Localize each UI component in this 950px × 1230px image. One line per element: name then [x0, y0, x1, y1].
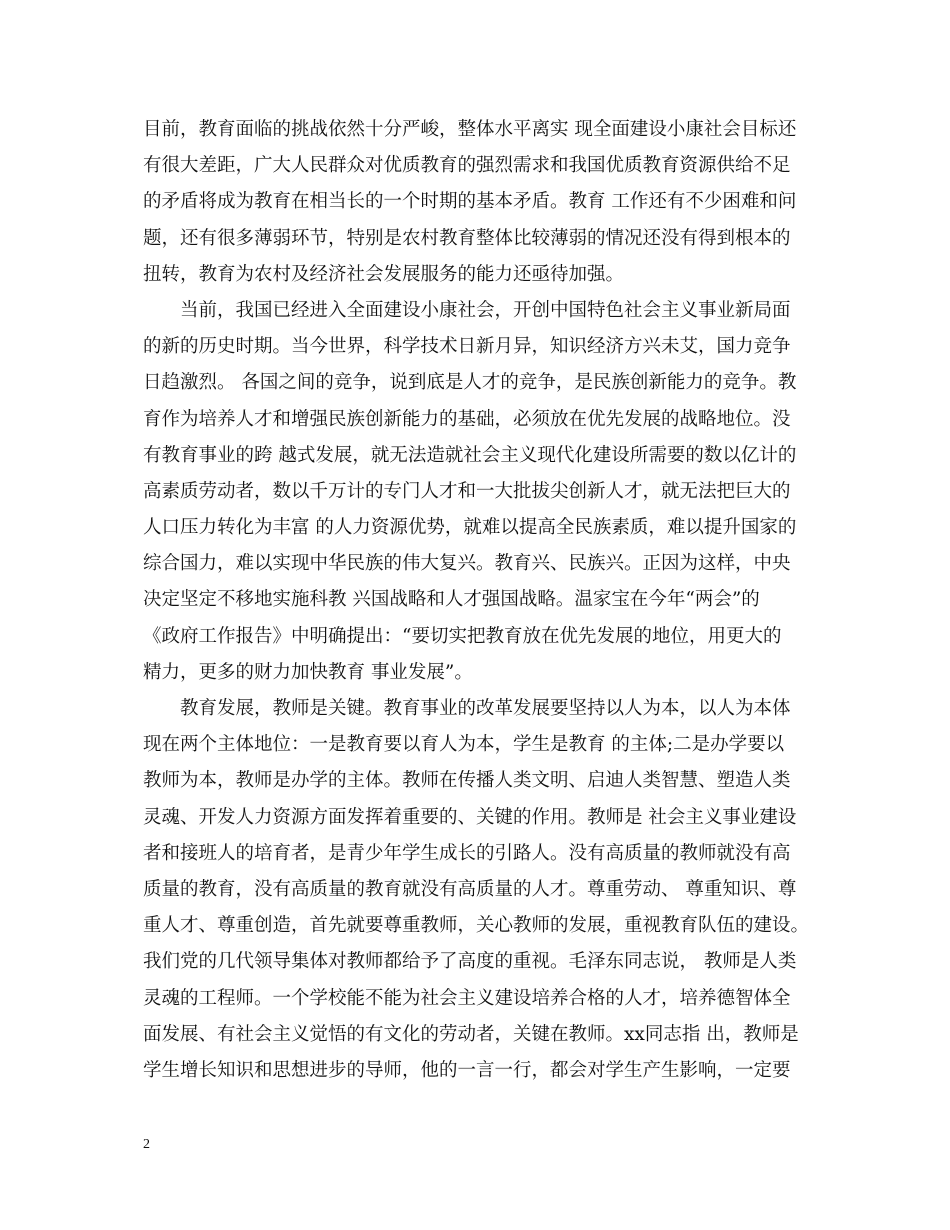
text-line: 有教育事业的跨 越式发展，就无法造就社会主义现代化建设所需要的数以亿计的	[143, 444, 797, 466]
text-line: 现在两个主体地位：一是教育要以育人为本，学生是教育 的主体;二是办学要以	[143, 734, 785, 756]
text-line: 决定坚定不移地实施科教 兴国战略和人才强国战略。温家宝在今年“两会”的	[143, 589, 760, 611]
text-line: 《政府工作报告》中明确提出：“要切实把教育放在优先发展的地位，用更大的	[143, 625, 782, 647]
text-line: 者和接班人的培育者，是青少年学生成长的引路人。没有高质量的教师就没有高	[143, 842, 791, 864]
text-line: 精力，更多的财力加快教育 事业发展”。	[143, 661, 473, 683]
text-line: 教师为本，教师是办学的主体。教师在传播人类文明、启迪人类智慧、塑造人类	[143, 770, 791, 792]
text-line: 面发展、有社会主义觉悟的有文化的劳动者，关键在教师。xx同志指 出，教师是	[143, 1023, 799, 1045]
text-line: 目前，教育面临的挑战依然十分严峻，整体水平离实 现全面建设小康社会目标还	[143, 119, 797, 140]
paragraph-first-line: 当前，我国已经进入全面建设小康社会，开创中国特色社会主义事业新局面	[180, 299, 791, 321]
text-line: 人口压力转化为丰富 的人力资源优势，就难以提高全民族素质，难以提升国家的	[143, 517, 797, 539]
page-number: 2	[143, 1137, 150, 1152]
text-line: 学生增长知识和思想进步的导师，他的一言一行，都会对学生产生影响，一定要	[143, 1059, 791, 1081]
text-line: 的矛盾将成为教育在相当长的一个时期的基本矛盾。教育 工作还有不少困难和问	[143, 191, 797, 213]
text-line: 我们党的几代领导集体对教师都给予了高度的重视。毛泽东同志说， 教师是人类	[143, 951, 797, 973]
text-line: 灵魂、开发人力资源方面发挥着重要的、关键的作用。教师是 社会主义事业建设	[143, 806, 797, 828]
text-line: 育作为培养人才和增强民族创新能力的基础，必须放在优先发展的战略地位。没	[143, 408, 791, 430]
text-line: 有很大差距，广大人民群众对优质教育的强烈需求和我国优质教育资源供给不足	[143, 155, 791, 177]
text-line: 灵魂的工程师。一个学校能不能为社会主义建设培养合格的人才，培养德智体全	[143, 987, 791, 1009]
text-line: 高素质劳动者，数以千万计的专门人才和一大批拔尖创新人才，就无法把巨大的	[143, 480, 791, 502]
body-text	[143, 112, 813, 1089]
text-line: 题，还有很多薄弱环节，特别是农村教育整体比较薄弱的情况还没有得到根本的	[143, 227, 791, 249]
text-line: 日趋激烈。 各国之间的竞争，说到底是人才的竞争，是民族创新能力的竞争。教	[143, 372, 797, 394]
text-line: 的新的历史时期。当今世界，科学技术日新月异，知识经济方兴未艾，国力竞争	[143, 336, 791, 358]
paragraph-first-line: 教育发展，教师是关键。教育事业的改革发展要坚持以人为本，以人为本体	[180, 698, 791, 719]
text-line: 扭转，教育为农村及经济社会发展服务的能力还亟待加强。	[143, 263, 625, 285]
text-line: 综合国力，难以实现中华民族的伟大复兴。教育兴、民族兴。正因为这样，中央	[143, 553, 791, 575]
text-line: 重人才、尊重创造，首先就要尊重教师，关心教师的发展，重视教育队伍的建设。	[143, 915, 810, 937]
text-line: 质量的教育，没有高质量的教育就没有高质量的人才。尊重劳动、 尊重知识、尊	[143, 878, 797, 900]
